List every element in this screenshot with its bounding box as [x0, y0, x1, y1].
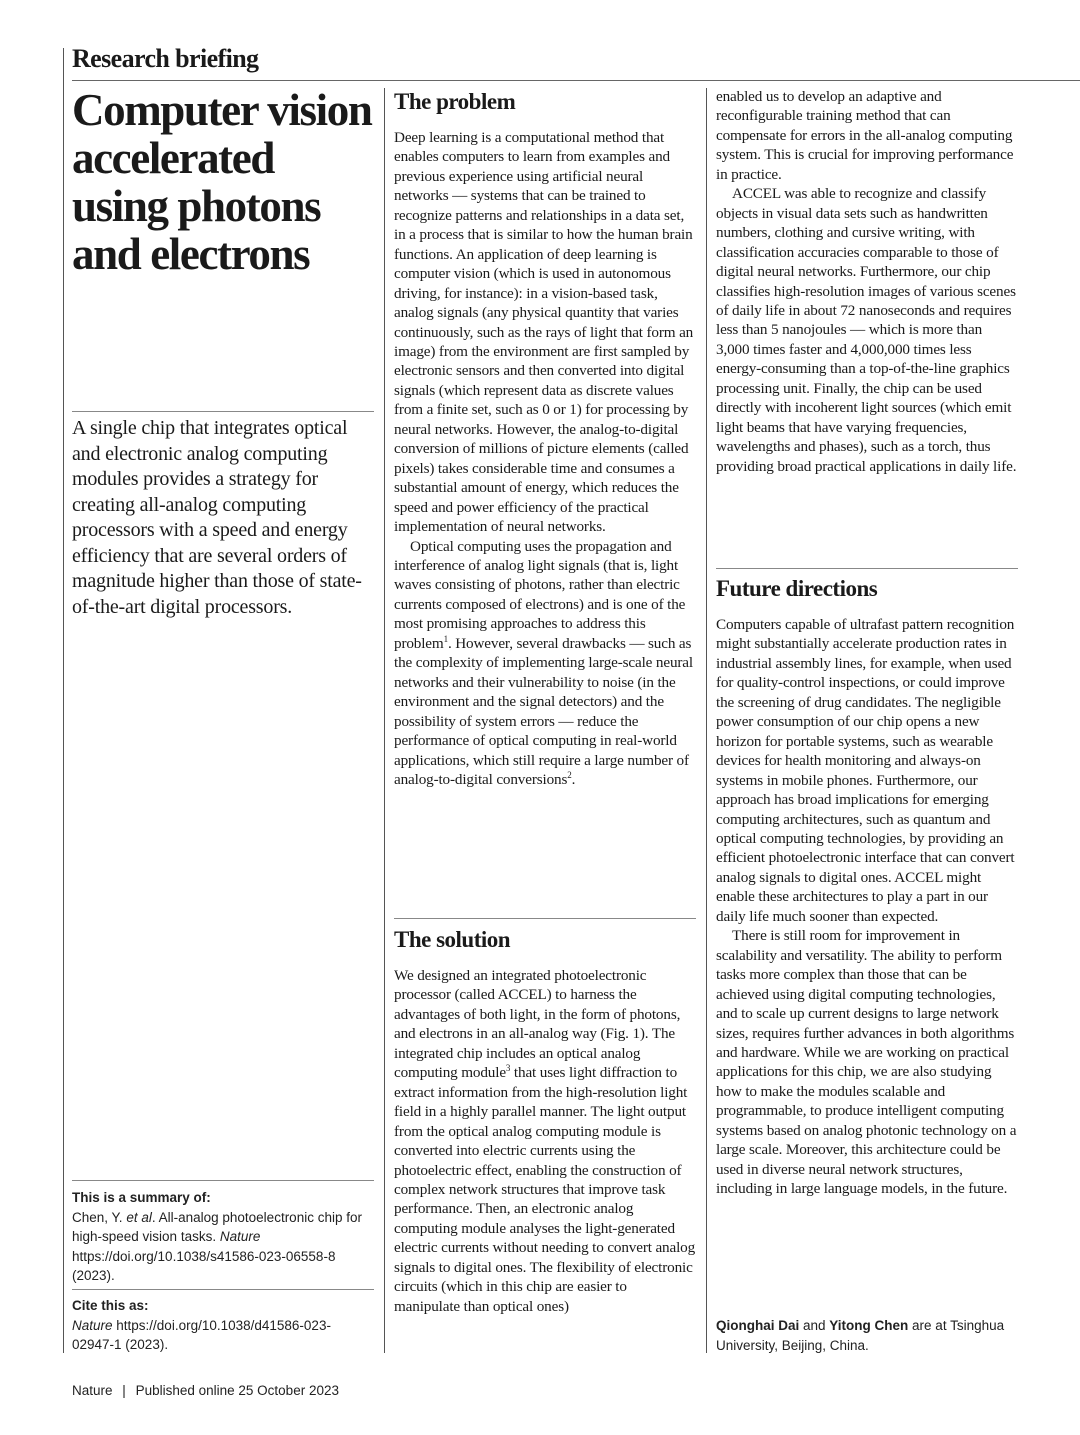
solution-paragraph-1 [394, 966, 696, 1316]
reference-3[interactable]: 3 [505, 1063, 511, 1074]
author-1-name: Qionghai Dai [716, 1318, 800, 1333]
heading-future-directions: Future directions [716, 576, 878, 601]
cite-doi-link[interactable]: https://doi.org/10.1038/d41586-023-02947-1 (2023). [72, 1317, 331, 1352]
reference-2[interactable]: 2 [567, 769, 572, 780]
cite-as-label: Cite this as: [72, 1298, 149, 1313]
footer-published-date: Published online 25 October 2023 [135, 1383, 339, 1398]
column-problem [394, 88, 696, 789]
future-paragraph-1: Computers capable of ultrafast pattern recognition might substantially accelerate production rates in industrial assembly lines, for example, when used for quality-control inspections, or could improve the screening of drug candidates. The negligible power consumption of our chip opens a new horizon for portable systems, such as wearable devices for health monitoring and always-on systems in mobile phones. Furthermore, our approach has broad implications for emerging computing architectures, such as quantum and optical computing technologies, by providing an efficient photoelectronic interface that can convert analog signals to digital ones. ACCEL might enable these architectures to play a part in our daily life much sooner than expected. [716, 616, 1015, 925]
solution-p1-text-a: We designed an integrated photoelectronic processor (called ACCEL) to harness the advantages of both light, in the form of photons, and electrons in an all-analog way (Fig. 1). The integrated chip includes an optical analog computing module [394, 967, 681, 1082]
summary-of-label: This is a summary of: [72, 1190, 211, 1205]
heading-the-problem: The problem [394, 89, 516, 114]
author-2-name: Yitong Chen [829, 1318, 909, 1333]
problem-p2-text-b: . However, several drawbacks — such as the complexity of implementing large-scale neural networks and their vulnerability to noise (in the environment and the signal detectors) and the possibility of system errors — reduce the performance of optical computing in real-world applications, which still require a large number of analog-to-digital conversions [394, 634, 693, 788]
solution-rule [394, 918, 696, 919]
page-title: Computer vision accelerated using photons and electrons [72, 85, 372, 279]
summary-rule [72, 1180, 374, 1181]
summary-et-al: et al [126, 1209, 152, 1225]
problem-p2-text-a: Optical computing uses the propagation and interference of analog light signals (that is, light waves consisting of photons, rather than electric currents composed of electrons) and is one of the most promising approaches to address this problem [394, 537, 686, 652]
cite-journal: Nature [72, 1317, 113, 1333]
page-footer [72, 1383, 339, 1398]
footer-journal: Nature [72, 1383, 113, 1398]
solution-paragraph-2: ACCEL was able to recognize and classify objects in visual data sets such as handwritten numbers, clothing and cursive writing, with classification accuracies comparable to those of digital neural networks. Furthermore, our chip classifies high-resolution images of various scenes of daily life in about 72 nanoseconds and requires less than 5 nanojoules — which is more than 3,000 times faster and 4,000,000 times less energy-consuming than a top-of-the-line graphics processing unit. Finally, the chip can be used directly with incoherent light sources (which emit light beams that have varying frequencies, wavelengths and phases), such as a torch, thus providing broad practical applications in daily life. [716, 185, 1017, 475]
problem-paragraph-2 [394, 537, 696, 790]
footer-separator: | [122, 1383, 126, 1398]
solution-paragraph-1-continued: enabled us to develop an adaptive and reconfigurable training method that can compensate for errors in the all-analog computing system. This is crucial for improving performance in practice. [716, 88, 1014, 183]
column-future [716, 575, 1018, 1199]
summary-of-block [72, 1188, 372, 1286]
standfirst-rule [72, 411, 374, 412]
summary-authors: Chen, Y. [72, 1209, 123, 1225]
future-paragraph-2: There is still room for improvement in scalability and versatility. The ability to perform tasks more complex than those that can be achieved using digital computing technologies, and to scale up current designs to large network sizes, requires further advances in both algorithms and hardware. While we are working on practical applications for this chip, we are also studying how to make the modules scalable and programmable, to produce intelligent computing systems based on analog photonic technology on a large scale. Moreover, this architecture could be used in diverse neural network structures, including in large language models, in the future. [716, 927, 1017, 1198]
heading-the-solution: The solution [394, 927, 511, 952]
column-rule-1 [384, 88, 385, 1353]
problem-p2-text-c: . [571, 770, 576, 788]
column-solution-continued [716, 87, 1018, 476]
future-rule [716, 568, 1018, 569]
summary-journal: Nature [219, 1229, 261, 1244]
reference-1[interactable]: 1 [443, 633, 448, 644]
cite-rule [72, 1289, 374, 1290]
author-conjunction: and [799, 1318, 830, 1333]
column-solution [394, 926, 696, 1316]
author-affiliation-text: are at Tsinghua University, Beijing, China. [716, 1318, 1005, 1353]
solution-p1-text-b: that uses light diffraction to extract information from the high-resolution light field in a highly parallel manner. The light output from the optical analog computing module is converted into electric currents using the photoelectric effect, enabling the construction of complex network structures that improve task performance. Then, an electronic analog computing module analyses the light-generated electric currents without needing to convert analog signals to digital ones. The flexibility of electronic circuits (which in this chip are easier to manipulate than optical ones) [394, 1064, 696, 1315]
author-affiliation [716, 1316, 1026, 1355]
summary-title: . All-analog photoelectronic chip for high-speed vision tasks. [72, 1209, 362, 1244]
column-rule-2 [706, 88, 707, 1353]
problem-paragraph-1: Deep learning is a computational method that enables computers to learn from examples and previous experience using artificial neural networks — systems that can be trained to recognize patterns and relationships in a data set, in a process that is similar to how the human brain functions. An application of deep learning is computer vision (which is used in autonomous driving, for instance): in a vision-based task, analog signals (any physical quantity that varies continuously, such as the rays of light that form an image) from the environment are first sampled by electronic sensors and then converted into digital signals (which represent data as discrete values from a finite set, such as 0 or 1) for processing by neural networks. However, the analog-to-digital conversion of millions of picture elements (called pixels) takes considerable time and consumes a substantial amount of energy, which reduces the speed and power efficiency of the practical implementation of neural networks. [394, 129, 694, 536]
standfirst: A single chip that integrates optical and electronic analog computing modules provides a strategy for creating all-analog computing processors with a speed and energy efficiency that are several orders of magnitude higher than those of state-of-the-art digital processors. [72, 417, 362, 618]
section-kicker: Research briefing [72, 44, 259, 73]
header-rule [72, 80, 1080, 81]
cite-as-block [72, 1296, 372, 1355]
left-margin-rule [63, 48, 64, 1353]
summary-doi-link[interactable]: https://doi.org/10.1038/s41586-023-06558-8 (2023). [72, 1248, 336, 1283]
